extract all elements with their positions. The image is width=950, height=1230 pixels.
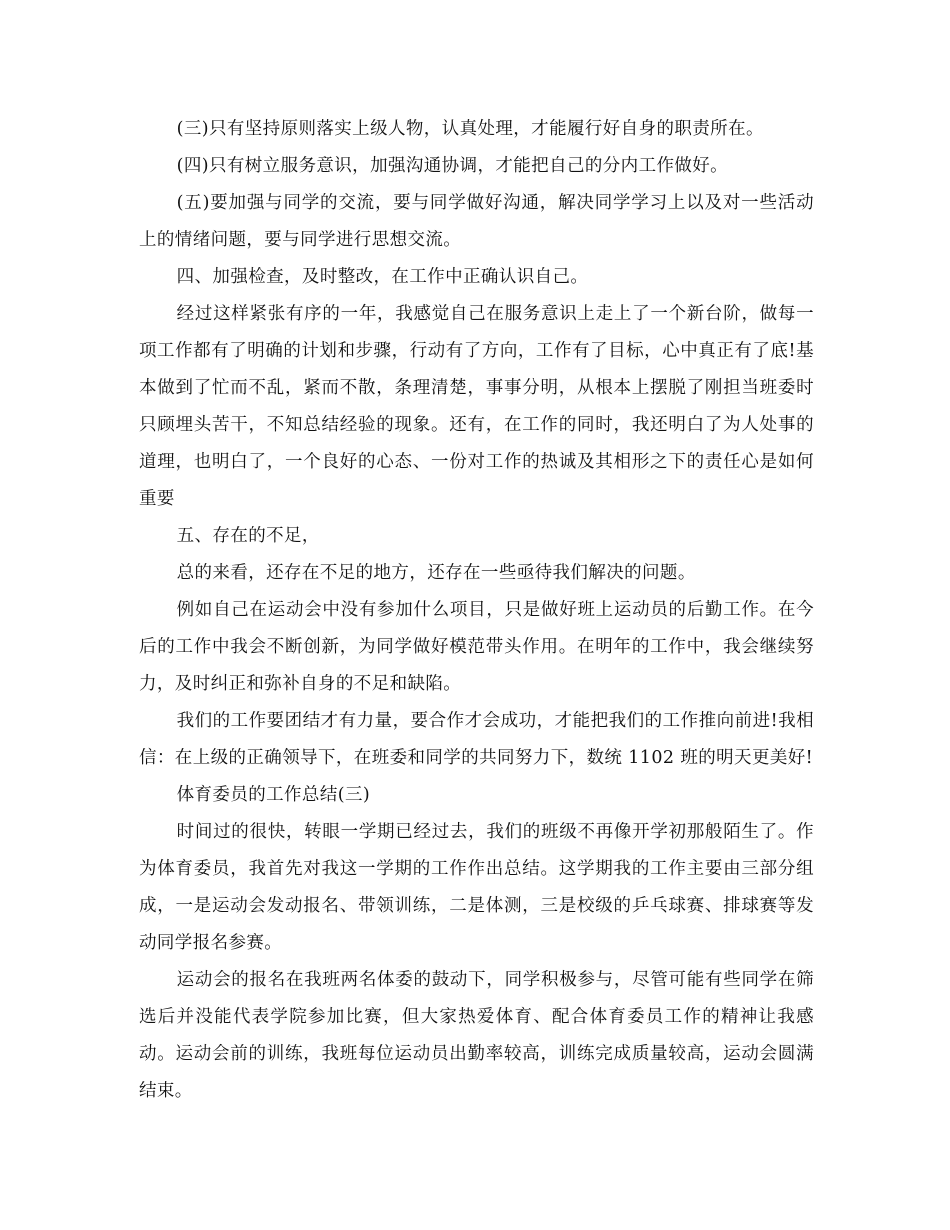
paragraph-teamwork: 我们的工作要团结才有力量，要合作才会成功，才能把我们的工作推向前进!我相信：在上级的正确领导下，在班委和同学的共同努力下，数统 1102 班的明天更美好! (139, 711, 814, 768)
subtitle-sports-committee-summary: 体育委员的工作总结(三) (176, 785, 371, 805)
paragraph-overall: 总的来看，还存在不足的地方，还存在一些亟待我们解决的问题。 (176, 563, 696, 583)
document-body (139, 111, 814, 1110)
paragraph-year-reflection: 经过这样紧张有序的一年，我感觉自己在服务意识上走上了一个新台阶，做每一项工作都有了明确的计划和步骤，行动有了方向，工作有了目标，心中真正有了底!基本做到了忙而不乱，紧而不散，条理清楚，事事分明，从根本上摆脱了刚担当班委时只顾埋头苦干，不知总结经验的现象。还有，在工作的同时，我还明白了为人处事的道理，也明白了，一个良好的心态、一份对工作的热诚及其相形之下的责任心是如何重要 (139, 304, 814, 509)
paragraph-semester-overview: 时间过的很快，转眼一学期已经过去，我们的班级不再像开学初那般陌生了。作为体育委员，我首先对我这一学期的工作作出总结。这学期我的工作主要由三部分组成，一是运动会发动报名、带领训练，二是体测，三是校级的乒乓球赛、排球赛等发动同学报名参赛。 (139, 822, 814, 953)
paragraph-sports-meet-example: 例如自己在运动会中没有参加什么项目，只是做好班上运动员的后勤工作。在今后的工作中我会不断创新，为同学做好模范带头作用。在明年的工作中，我会继续努力，及时纠正和弥补自身的不足和缺陷。 (139, 600, 814, 694)
paragraph-principle: (三)只有坚持原则落实上级人物，认真处理，才能履行好自身的职责所在。 (176, 119, 764, 139)
section-heading-inspection: 四、加强检查，及时整改，在工作中正确认识自己。 (176, 267, 589, 287)
paragraph-service-awareness: (四)只有树立服务意识，加强沟通协调，才能把自己的分内工作做好。 (176, 156, 729, 176)
section-heading-shortcomings: 五、存在的不足， (176, 526, 320, 546)
paragraph-communication: (五)要加强与同学的交流，要与同学做好沟通，解决同学学习上以及对一些活动上的情绪问题，要与同学进行思想交流。 (139, 193, 814, 250)
paragraph-sports-meet-registration: 运动会的报名在我班两名体委的鼓动下，同学积极参与，尽管可能有些同学在筛选后并没能代表学院参加比赛，但大家热爱体育、配合体育委员工作的精神让我感动。运动会前的训练，我班每位运动员出勤率较高，训练完成质量较高，运动会圆满结束。 (139, 970, 814, 1101)
